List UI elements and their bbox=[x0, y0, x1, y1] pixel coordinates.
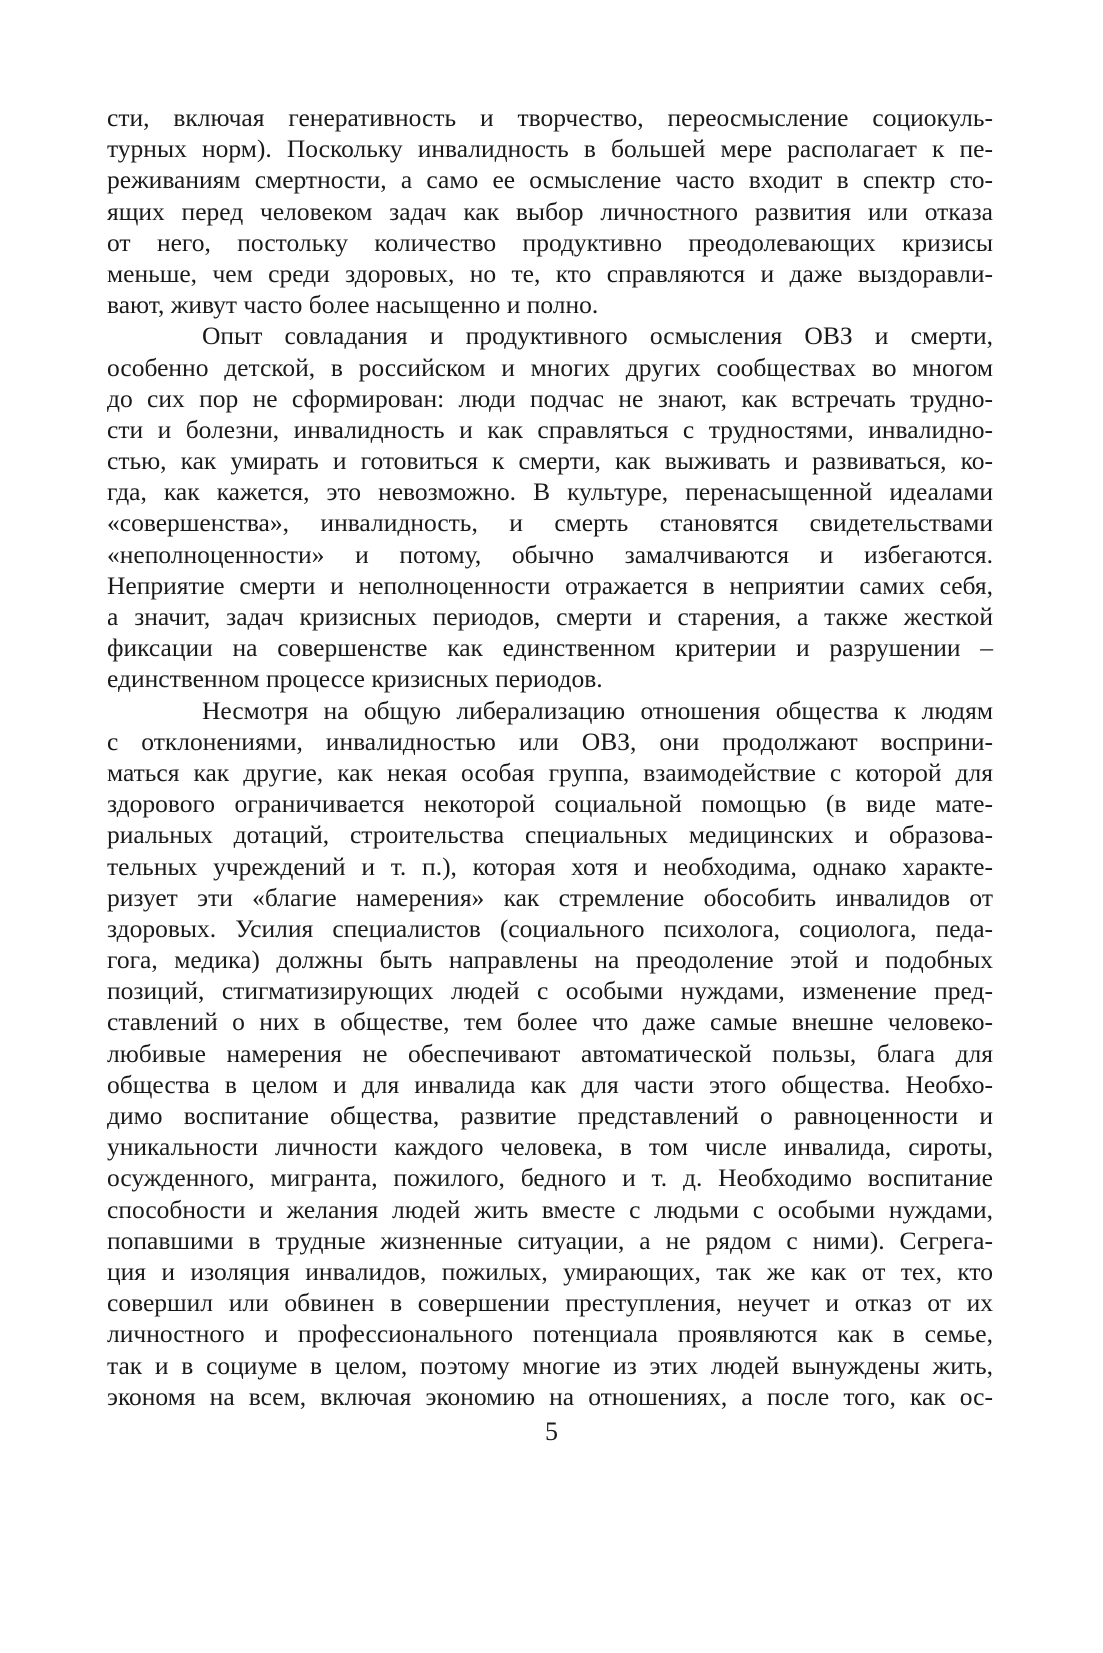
text-line: ция и изоляция инвалидов, пожилых, умирающих, так же как от тех, кто bbox=[107, 1256, 993, 1286]
body-text bbox=[107, 102, 993, 1412]
text-line: здорового ограничивается некоторой социальной помощью (в виде мате- bbox=[107, 789, 993, 819]
text-line: общества в целом и для инвалида как для части этого общества. Необхо- bbox=[107, 1069, 993, 1099]
text-line: способности и желания людей жить вместе с людьми с особыми нуждами, bbox=[107, 1194, 993, 1224]
paragraph-start-line: Несмотря на общую либерализацию отношения общества к людям bbox=[202, 695, 993, 725]
text-line: сти и болезни, инвалидность и как справляться с трудностями, инвалидно- bbox=[107, 414, 993, 444]
text-line: от него, постольку количество продуктивно преодолевающих кризисы bbox=[107, 227, 993, 257]
text-line: здоровых. Усилия специалистов (социального психолога, социолога, педа- bbox=[107, 913, 993, 943]
text-line: фиксации на совершенстве как единственном критерии и разрушении – bbox=[107, 633, 993, 663]
text-line: особенно детской, в российском и многих других сообществах во многом bbox=[107, 352, 993, 382]
page-number: 5 bbox=[545, 1417, 558, 1446]
paragraph-end-line: вают, живут часто более насыщенно и полно. bbox=[107, 290, 599, 320]
text-line: личностного и профессионального потенциала проявляются как в семье, bbox=[107, 1319, 993, 1349]
text-line: стью, как умирать и готовиться к смерти, как выживать и развиваться, ко- bbox=[107, 446, 993, 476]
text-line: ризует эти «благие намерения» как стремление обособить инвалидов от bbox=[107, 882, 993, 912]
text-line: маться как другие, как некая особая группа, взаимодействие с которой для bbox=[107, 757, 993, 787]
text-line: ящих перед человеком задач как выбор личностного развития или отказа bbox=[107, 196, 993, 226]
text-line: Неприятие смерти и неполноценности отражается в неприятии самих себя, bbox=[107, 570, 993, 600]
text-line: гда, как кажется, это невозможно. В культуре, перенасыщенной идеалами bbox=[107, 477, 993, 507]
text-line: попавшими в трудные жизненные ситуации, а не рядом с ними). Сегрега- bbox=[107, 1225, 993, 1255]
text-line: гога, медика) должны быть направлены на преодоление этой и подобных bbox=[107, 945, 993, 975]
text-line: реживаниям смертности, а само ее осмысление часто входит в спектр сто- bbox=[107, 165, 993, 195]
text-line: с отклонениями, инвалидностью или ОВЗ, они продолжают восприни- bbox=[107, 726, 993, 756]
text-line: а значит, задач кризисных периодов, смерти и старения, а также жесткой bbox=[107, 602, 993, 631]
text-line: «совершенства», инвалидность, и смерть становятся свидетельствами bbox=[107, 508, 993, 538]
text-line: ставлений о них в обществе, тем более что даже самые внешне человеко- bbox=[107, 1007, 993, 1037]
text-line: меньше, чем среди здоровых, но те, кто справляются и даже выздоравли- bbox=[107, 258, 993, 288]
text-line: любивые намерения не обеспечивают автоматической пользы, блага для bbox=[107, 1038, 993, 1068]
paragraph-start-line: Опыт совладания и продуктивного осмысления ОВЗ и смерти, bbox=[202, 321, 993, 351]
text-line: уникальности личности каждого человека, в том числе инвалида, сироты, bbox=[107, 1132, 993, 1162]
text-line: тельных учреждений и т. п.), которая хотя и необходима, однако характе- bbox=[107, 851, 993, 881]
text-line: до сих пор не сформирован: люди подчас не знают, как встречать трудно- bbox=[107, 383, 993, 413]
text-line: осужденного, мигранта, пожилого, бедного и т. д. Необходимо воспитание bbox=[107, 1163, 993, 1193]
text-line: экономя на всем, включая экономию на отношениях, а после того, как ос- bbox=[107, 1381, 993, 1411]
text-line: так и в социуме в целом, поэтому многие из этих людей вынуждены жить, bbox=[107, 1350, 993, 1380]
text-line: сти, включая генеративность и творчество, переосмысление социокуль- bbox=[107, 103, 993, 132]
text-line: димо воспитание общества, развитие представлений о равноценности и bbox=[107, 1101, 993, 1130]
text-line: турных норм). Поскольку инвалидность в большей мере располагает к пе- bbox=[107, 134, 993, 164]
text-line: позиций, стигматизирующих людей с особыми нуждами, изменение пред- bbox=[107, 976, 993, 1006]
text-line: «неполноценности» и потому, обычно замалчиваются и избегаются. bbox=[107, 539, 993, 569]
text-line: совершил или обвинен в совершении преступления, неучет и отказ от их bbox=[107, 1288, 993, 1318]
text-line: риальных дотаций, строительства специальных медицинских и образова- bbox=[107, 820, 993, 850]
paragraph-end-line: единственном процессе кризисных периодов. bbox=[107, 664, 603, 694]
